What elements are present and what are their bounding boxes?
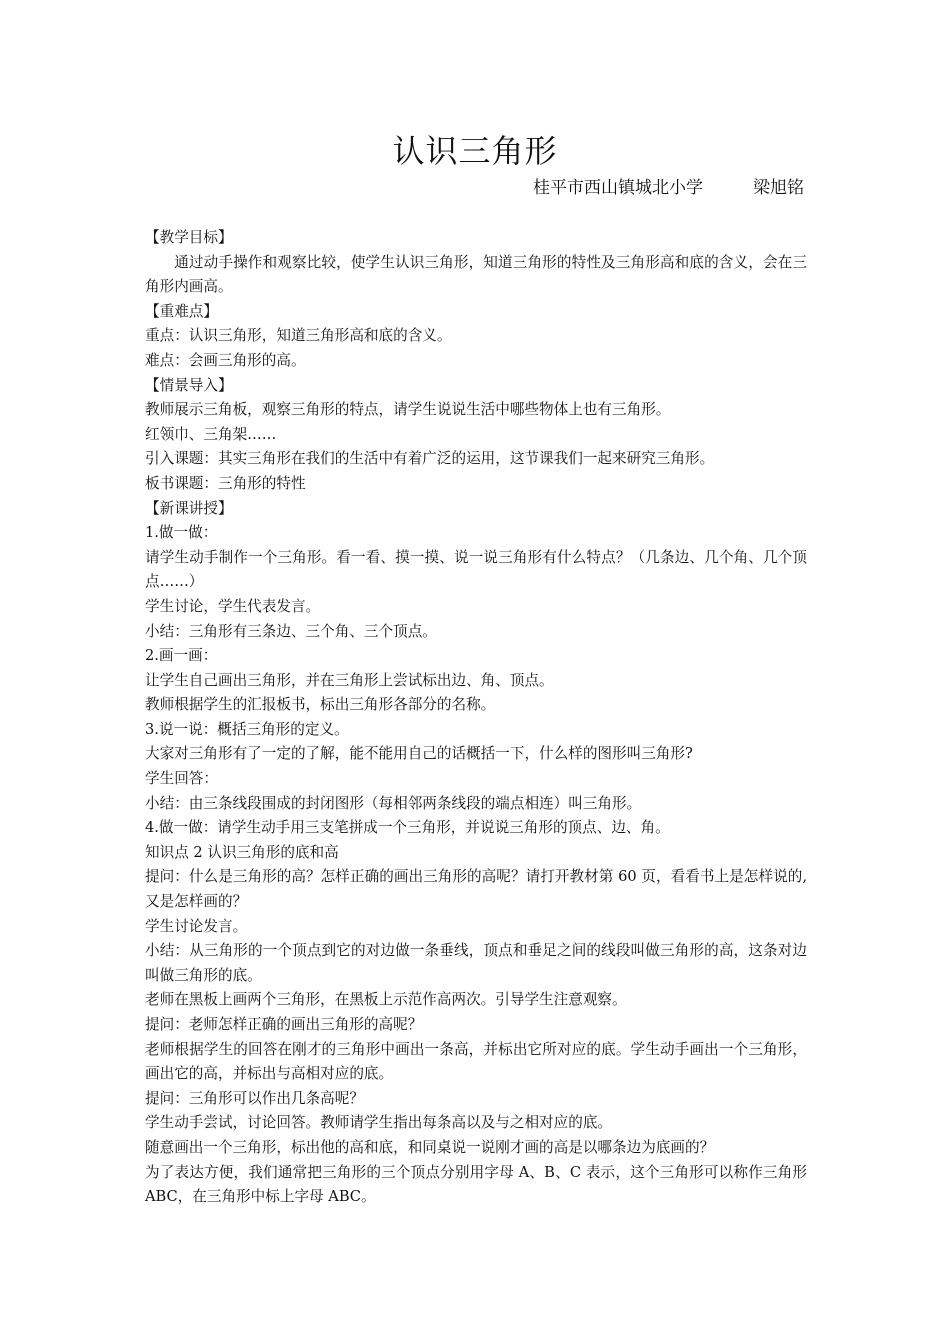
paragraph: 1.做一做：: [145, 524, 218, 542]
school-name: 桂平市西山镇城北小学: [533, 178, 703, 198]
paragraph: 难点：会画三角形的高。: [145, 351, 306, 369]
paragraph: 老师根据学生的回答在刚才的三角形中画出一条高，并标出它所对应的底。学生动手画出一个三角形，画出它的高，并标出与高相对应的底。: [145, 1040, 807, 1083]
paragraph: 小结：从三角形的一个顶点到它的对边做一条垂线，顶点和垂足之间的线段叫做三角形的高，这条对边叫做三角形的底。: [145, 942, 807, 984]
section-heading: 【教学目标】: [145, 229, 233, 246]
section-heading: 【重难点】: [145, 302, 218, 320]
paragraph: 小结：由三条线段围成的封闭图形（每相邻两条线段的端点相连）叫三角形。: [145, 794, 642, 812]
paragraph: 大家对三角形有了一定的了解，能不能用自己的话概括一下，什么样的图形叫三角形?: [145, 745, 693, 763]
paragraph: 通过动手操作和观察比较，使学生认识三角形，知道三角形的特性及三角形高和底的含义，会在三角形内画高。: [145, 253, 807, 296]
paragraph: 引入课题：其实三角形在我们的生活中有着广泛的运用，这节课我们一起来研究三角形。: [145, 450, 715, 468]
paragraph: 提问：三角形可以作出几条高呢？: [145, 1089, 364, 1107]
paragraph: 重点：认识三角形，知道三角形高和底的含义。: [145, 327, 452, 345]
document-title: 认识三角形: [392, 132, 558, 170]
byline: [533, 174, 804, 202]
paragraph: 学生讨论，学生代表发言。: [145, 597, 321, 615]
author-name: 梁旭铭: [753, 178, 804, 198]
paragraph: 提问：什么是三角形的高？怎样正确的画出三角形的高呢？请打开教材第 60 页，看看书上是怎样说的,又是怎样画的？: [145, 868, 807, 911]
paragraph: 4.做一做：请学生动手用三支笔拼成一个三角形，并说说三角形的顶点、边、角。: [145, 819, 670, 837]
section-heading: 【情景导入】: [145, 376, 233, 394]
paragraph: 红领巾、三角架……: [145, 425, 277, 443]
paragraph: 小结：三角形有三条边、三个角、三个顶点。: [145, 622, 437, 640]
paragraph: 学生动手尝试，讨论回答。教师请学生指出每条高以及与之相对应的底。: [145, 1114, 613, 1132]
paragraph: 学生回答：: [145, 770, 218, 788]
document-body: [145, 226, 807, 1210]
paragraph: 提问：老师怎样正确的画出三角形的高呢？: [145, 1016, 423, 1033]
paragraph: 3.说一说：概括三角形的定义。: [145, 720, 349, 738]
paragraph: 教师根据学生的汇报板书，标出三角形各部分的名称。: [145, 696, 496, 714]
paragraph: 为了表达方便，我们通常把三角形的三个顶点分别用字母 A、B、C 表示，这个三角形可以称作三角形 ABC，在三角形中标上字母 ABC。: [145, 1163, 807, 1206]
paragraph: 学生讨论发言。: [145, 917, 248, 935]
paragraph: 请学生动手制作一个三角形。看一看、摸一摸、说一说三角形有什么特点？（几条边、几个角、几个顶点……）: [145, 548, 807, 591]
paragraph: 知识点 2 认识三角形的底和高: [145, 843, 339, 861]
paragraph: 随意画出一个三角形，标出他的高和底，和同桌说一说刚才画的高是以哪条边为底画的？: [145, 1138, 715, 1156]
paragraph: 2.画一画：: [145, 647, 218, 665]
paragraph: 教师展示三角板，观察三角形的特点，请学生说说生活中哪些物体上也有三角形。: [145, 401, 671, 419]
paragraph: 让学生自己画出三角形，并在三角形上尝试标出边、角、顶点。: [145, 671, 554, 689]
paragraph: 板书课题：三角形的特性: [145, 474, 306, 492]
section-heading: 【新课讲授】: [145, 499, 233, 517]
paragraph: 老师在黑板上画两个三角形，在黑板上示范作高两次。引导学生注意观察。: [145, 991, 627, 1009]
